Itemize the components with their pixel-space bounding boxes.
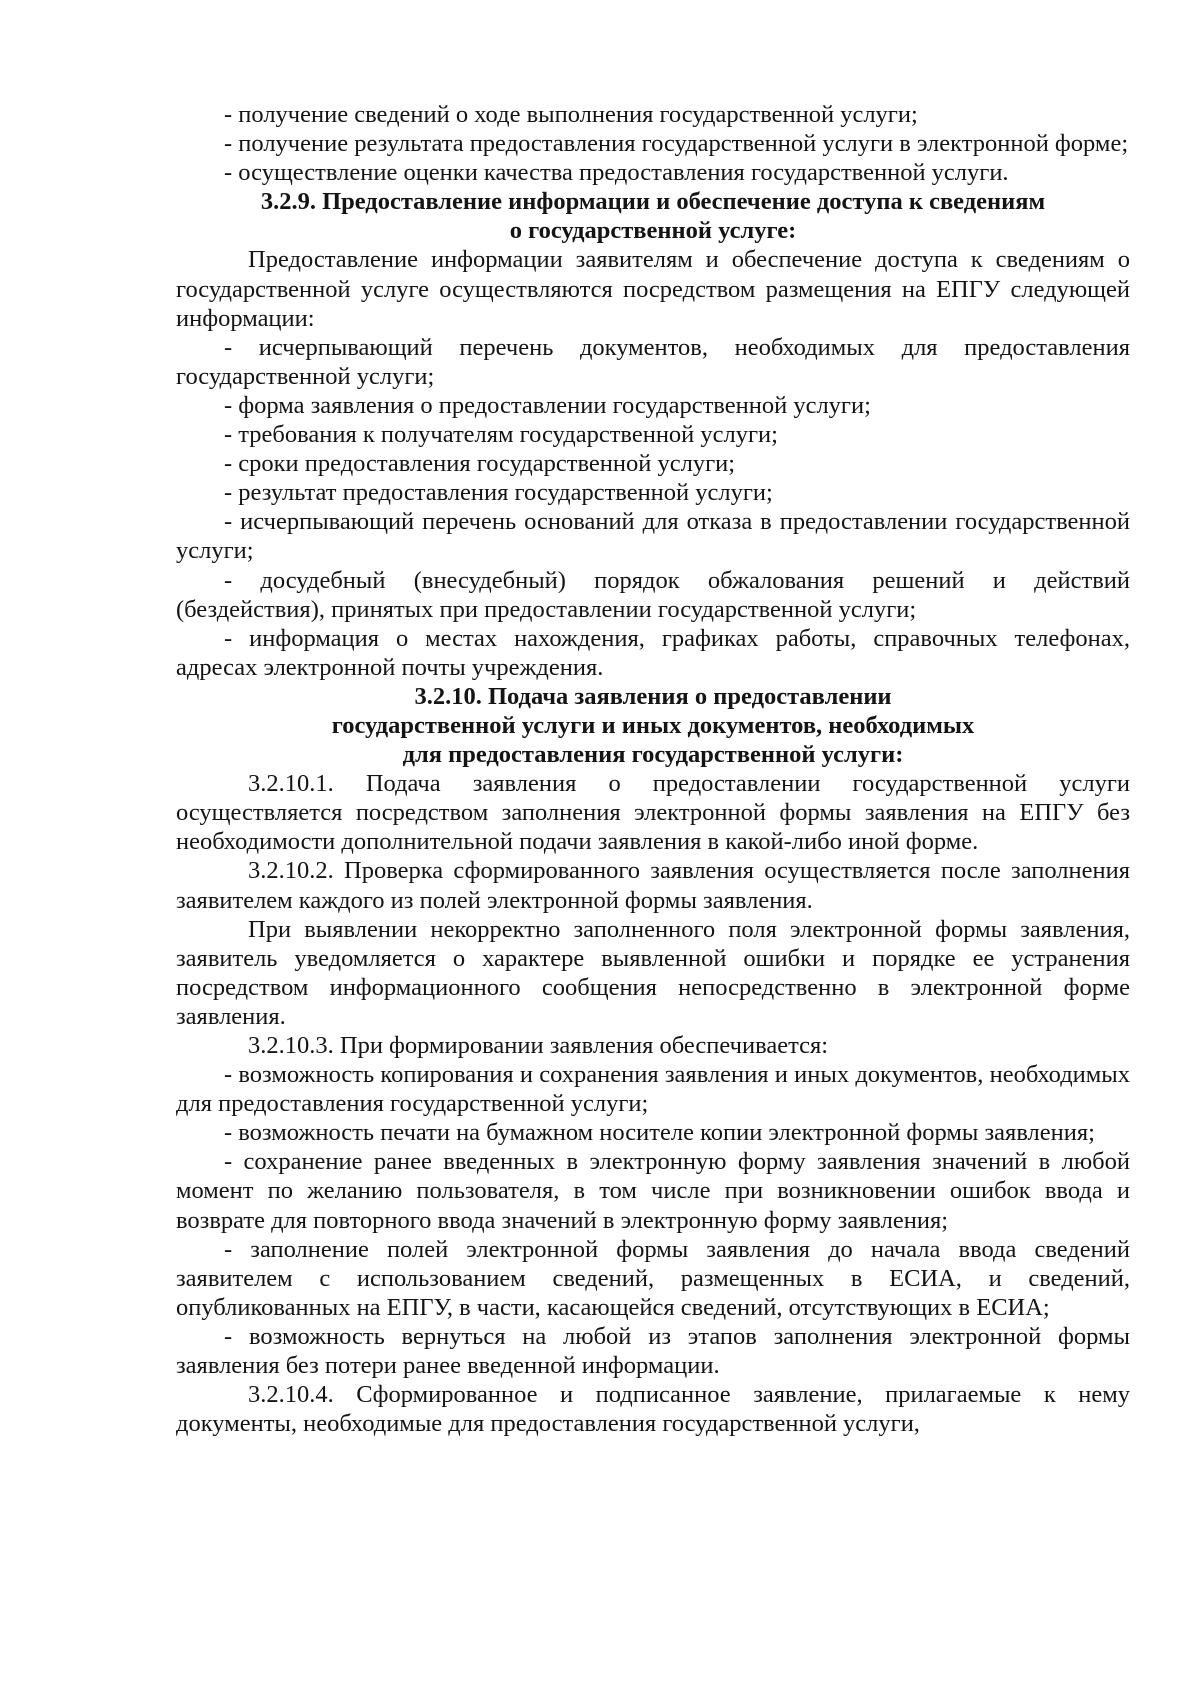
list-item: - требования к получателям государственной услуги; (224, 421, 778, 449)
heading-line: для предоставления государственной услуги: (402, 741, 904, 769)
list-item: - возможность копирования и сохранения заявления и иных документов, необходимых для предоставления государственной услуги; (176, 1061, 1130, 1118)
list-item: - получение результата предоставления государственной услуги в электронной форме; (224, 130, 1129, 158)
list-item: - осуществление оценки качества предоставления государственной услуги. (224, 159, 1009, 187)
section-heading-3-2-10 (176, 682, 1130, 769)
list-item: - результат предоставления государственной услуги; (224, 479, 773, 507)
list-item: - сроки предоставления государственной услуги; (224, 450, 736, 478)
list-item: - информация о местах нахождения, графиках работы, справочных телефонах, адресах электронной почты учреждения. (176, 624, 1130, 681)
list-item: - сохранение ранее введенных в электронную форму заявления значений в любой момент по желанию пользователя, в том числе при возникновении ошибок ввода и возврате для повторного ввода значений в электронную форму заявления; (176, 1148, 1130, 1234)
list-item: - возможность вернуться на любой из этапов заполнения электронной формы заявления без потери ранее введенной информации. (176, 1322, 1130, 1380)
document-page (176, 100, 1130, 1438)
heading-line: 3.2.10. Подача заявления о предоставлении (414, 682, 892, 710)
paragraph: Предоставление информации заявителям и обеспечение доступа к сведениям о государственной услуге осуществляются посредством размещения на ЕПГУ следующей информации: (176, 246, 1130, 332)
list-item: - досудебный (внесудебный) порядок обжалования решений и действий (бездействия), принятых при предоставлении государственной услуги; (176, 566, 1130, 623)
paragraph: При выявлении некорректно заполненного поля электронной формы заявления, заявитель уведомляется о характере выявленной ошибки и порядке ее устранения посредством информационного сообщения непосредственно в электронной форме заявления. (176, 915, 1130, 1030)
list-item: - возможность печати на бумажном носителе копии электронной формы заявления; (224, 1119, 1095, 1147)
list-item: - заполнение полей электронной формы заявления до начала ввода сведений заявителем с использованием сведений, размещенных в ЕСИА, и сведений, опубликованных на ЕПГУ, в части, касающейся сведений, отсутствующих в ЕСИА; (176, 1235, 1130, 1321)
paragraph: 3.2.10.1. Подача заявления о предоставлении государственной услуги осуществляется посредством заполнения электронной формы заявления на ЕПГУ без необходимости дополнительной подачи заявления в какой-либо иной форме. (176, 770, 1130, 856)
section-heading-3-2-9 (176, 187, 1130, 245)
list-item: - исчерпывающий перечень документов, необходимых для предоставления государственной услуги; (176, 333, 1130, 390)
list-item: - форма заявления о предоставлении государственной услуги; (224, 391, 871, 419)
paragraph: 3.2.10.3. При формировании заявления обеспечивается: (248, 1032, 829, 1059)
paragraph: 3.2.10.4. Сформированное и подписанное заявление, прилагаемые к нему документы, необходимые для предоставления государственной услуги, (176, 1381, 1130, 1438)
list-item: - получение сведений о ходе выполнения государственной услуги; (224, 101, 918, 128)
heading-line: государственной услуги и иных документов, необходимых (331, 711, 975, 739)
heading-line: 3.2.9. Предоставление информации и обеспечение доступа к сведениям (260, 188, 1046, 216)
list-item: - исчерпывающий перечень оснований для отказа в предоставлении государственной услуги; (176, 508, 1130, 565)
paragraph: 3.2.10.2. Проверка сформированного заявления осуществляется после заполнения заявителем каждого из полей электронной формы заявления. (176, 857, 1130, 914)
heading-line: о государственной услуге: (509, 217, 797, 245)
